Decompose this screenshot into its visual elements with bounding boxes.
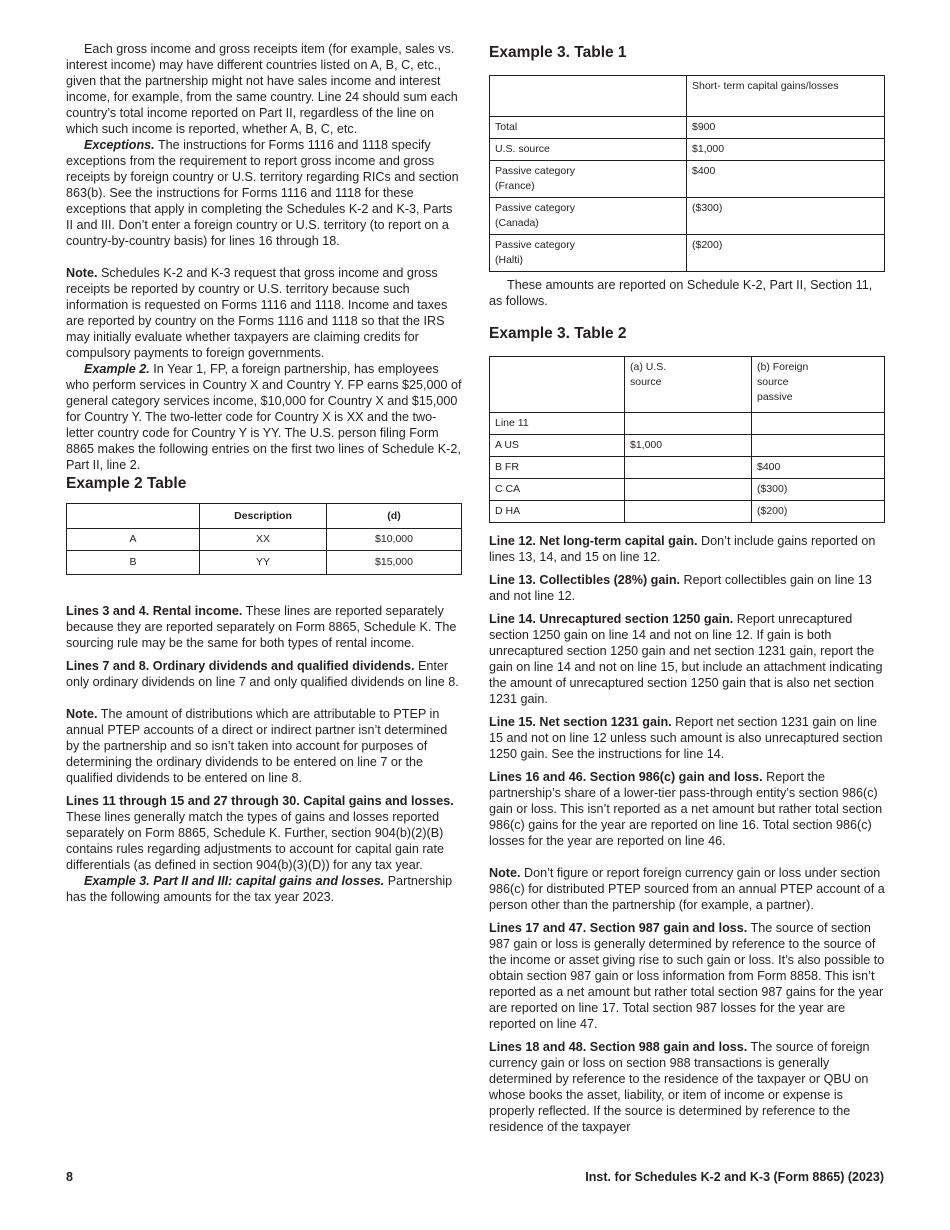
line14-paragraph: Line 14. Unrecaptured section 1250 gain. Report unrecaptured section 1250 gain on line 14 and not on line 12. If gain is both unrecaptured section 1250 gain and net section 1231 gain, report the gain on line 14 and not on line 15, but include an attachment indicating the amount of unrecaptured section 1250 gain that is also net section 1231 gain.: [489, 612, 883, 706]
note-label: Note.: [489, 866, 521, 880]
table-row: Passive category (France) $400: [490, 161, 885, 198]
line17-paragraph: Lines 17 and 47. Section 987 gain and loss. The source of section 987 gain or loss is generally determined by reference to the source of the income or asset giving rise to such gain or loss. It’s also possible to obtain section 987 gain or loss information from Form 8858. This isn’t reported as a net amount but rather total section 987 gains for the year are reported on line 17. Total section 987 losses for the year are reported on line 47.: [489, 921, 885, 1031]
line17-heading: Lines 17 and 47. Section 987 gain and loss.: [489, 921, 748, 935]
exceptions-paragraph: Exceptions. The instructions for Forms 1116 and 1118 specify exceptions from the requirement to report gross income and gross receipts by foreign country or U.S. territory regarding RICs and section 863(b). See the instructions for Forms 1116 and 1118 for these exceptions that apply in completing the Schedules K-2 and K-3, Parts II and III. Don’t enter a foreign country or U.S. territory (to report on a country-by-country basis) for lines 16 through 18.: [66, 138, 459, 248]
line13-paragraph: Line 13. Collectibles (28%) gain. Report collectibles gain on line 13 and not line 12.: [489, 573, 872, 603]
table-header-row: Description (d): [67, 504, 462, 529]
capital-gains-paragraph: Lines 11 through 15 and 27 through 30. Capital gains and losses. These lines generally match the types of gains and losses reported separately on Form 8865, Schedule K. Further, section 904(b)(2)(B) contains rules regarding adjustments to account for capital gain rate differentials (as defined in section 904(b)(3)(D)) for any tax year.: [66, 794, 454, 872]
left-column: [66, 41, 462, 905]
note-label: Note.: [66, 266, 98, 280]
table-row: Line 11: [490, 413, 885, 435]
table-row: Passive category (Halti) ($200): [490, 235, 885, 272]
rental-income-paragraph: Lines 3 and 4. Rental income. These lines are reported separately because they are reported separately on Form 8865, Schedule K. The sourcing rule may be the same for both types of rental income.: [66, 604, 457, 650]
table-row: B FR $400: [490, 457, 885, 479]
table-row: B YY $15,000: [67, 551, 462, 575]
example3-table2: [489, 356, 885, 523]
example3-heading: Example 3. Part II and III: capital gains and losses.: [84, 874, 385, 888]
example3-table1-title: Example 3. Table 1: [489, 44, 627, 61]
table-row: A XX $10,000: [67, 529, 462, 551]
line12-heading: Line 12. Net long-term capital gain.: [489, 534, 698, 548]
dividends-paragraph: Lines 7 and 8. Ordinary dividends and qualified dividends. Enter only ordinary dividends on line 7 and only qualified dividends on line 8.: [66, 659, 459, 689]
capital-gains-heading: Lines 11 through 15 and 27 through 30. Capital gains and losses.: [66, 794, 454, 808]
line15-paragraph: Line 15. Net section 1231 gain. Report net section 1231 gain on line 15 and not on line 12 unless such amount is also unrecaptured section 1250 gain. See the instructions for line 14.: [489, 715, 883, 761]
table-row: D HA ($200): [490, 501, 885, 523]
table-row: A US $1,000: [490, 435, 885, 457]
line13-heading: Line 13. Collectibles (28%) gain.: [489, 573, 681, 587]
table-row: U.S. source $1,000: [490, 139, 885, 161]
example2-table-title: Example 2 Table: [66, 475, 187, 492]
note-label: Note.: [66, 707, 98, 721]
intro-paragraph: Each gross income and gross receipts item (for example, sales vs. interest income) may have different countries listed on A, B, C, etc., given that the partnership might not have sales income and interest income, for example, from the same country. Line 24 should sum each country’s total income reported on Part II, regardless of the line on which such income is reported, whether A, B, C, etc.: [66, 42, 458, 136]
table-header-row: (a) U.S. source (b) Foreign source passive: [490, 357, 885, 413]
table-row: Total $900: [490, 117, 885, 139]
note-paragraph-3: Note. Don’t figure or report foreign currency gain or loss under section 986(c) for distributed PTEP sourced from an annual PTEP account of a person other than the partnership (for example, a partner).: [489, 866, 885, 912]
line16-paragraph: Lines 16 and 46. Section 986(c) gain and loss. Report the partnership’s share of a lower-tier pass-through entity’s section 986(c) gain or loss. This isn’t reported as a net amount but rather total section 986(c) gains for the year are reported on line 16. Total section 986(c) losses for the year are reported on line 46.: [489, 770, 883, 848]
table1-followup-paragraph: These amounts are reported on Schedule K-2, Part II, Section 11, as follows.: [489, 278, 873, 308]
line12-paragraph: Line 12. Net long-term capital gain. Don’t include gains reported on lines 13, 14, and 15 on line 12.: [489, 534, 876, 564]
note-paragraph-1: Note. Schedules K-2 and K-3 request that gross income and gross receipts be reported by country or U.S. territory because such information is requested on Forms 1116 and 1118. Income and taxes are reported by country on the Forms 1116 and 1118 so that the IRS may initially evaluate whether taxpayers are claiming credits for compulsory payments to foreign governments.: [66, 266, 448, 360]
note-paragraph-2: Note. The amount of distributions which are attributable to PTEP in annual PTEP accounts of a direct or indirect partner isn’t determined by the partnership and so isn’t taken into account for purposes of determining the ordinary dividends to be entered on line 7 or the qualified dividends to be entered on line 8.: [66, 707, 448, 785]
table-row: Passive category (Canada) ($300): [490, 198, 885, 235]
example2-heading: Example 2.: [84, 362, 150, 376]
example3-paragraph: Example 3. Part II and III: capital gains and losses. Partnership has the following amounts for the tax year 2023.: [66, 874, 453, 904]
line16-heading: Lines 16 and 46. Section 986(c) gain and loss.: [489, 770, 763, 784]
footer-title: Inst. for Schedules K-2 and K-3 (Form 8865) (2023): [585, 1170, 884, 1184]
page-number: 8: [66, 1170, 73, 1184]
table-row: C CA ($300): [490, 479, 885, 501]
example2-table: [66, 503, 462, 575]
right-column: [489, 41, 885, 1135]
line18-heading: Lines 18 and 48. Section 988 gain and loss.: [489, 1040, 748, 1054]
exceptions-heading: Exceptions.: [84, 138, 155, 152]
example2-paragraph: Example 2. In Year 1, FP, a foreign partnership, has employees who perform services in Country X and Country Y. FP earns $25,000 of general category services income, $10,000 for Country X and $15,000 for Country Y. The two-letter code for Country X is XX and the two-letter country code for Country Y is YY. The U.S. person filing Form 8865 makes the following entries on the first two lines of Schedule K-2, Part II, line 2.: [66, 362, 462, 472]
example3-table1: [489, 75, 885, 272]
rental-income-heading: Lines 3 and 4. Rental income.: [66, 604, 243, 618]
example3-table2-title: Example 3. Table 2: [489, 325, 627, 342]
line18-paragraph: Lines 18 and 48. Section 988 gain and loss. The source of foreign currency gain or loss on section 988 transactions is generally determined by reference to the residence of the taxpayer or QBU on whose books the asset, liability, or item of income or expense is properly reflected. If the source is determined by reference to the residence of the taxpayer: [489, 1040, 870, 1134]
table-header-row: Short- term capital gains/losses: [490, 76, 885, 117]
dividends-heading: Lines 7 and 8. Ordinary dividends and qualified dividends.: [66, 659, 415, 673]
line14-heading: Line 14. Unrecaptured section 1250 gain.: [489, 612, 734, 626]
line15-heading: Line 15. Net section 1231 gain.: [489, 715, 672, 729]
